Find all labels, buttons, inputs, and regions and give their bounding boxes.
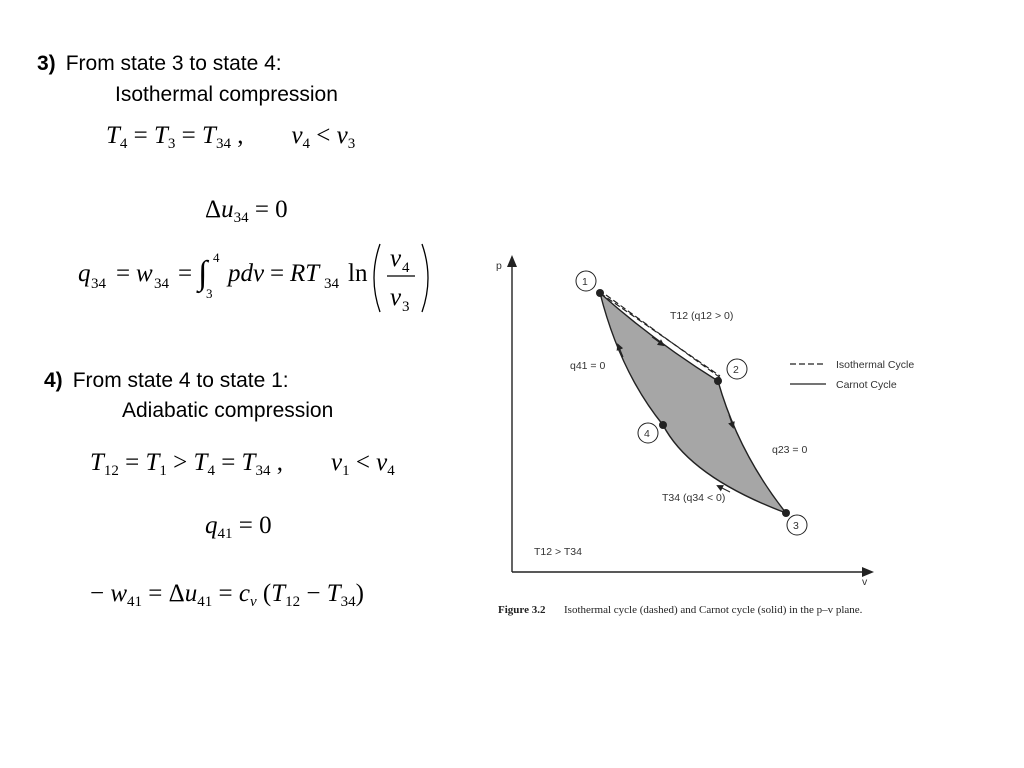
- state-3-label: 3: [793, 520, 799, 532]
- label-q34: T34 (q34 < 0): [662, 492, 726, 504]
- p-axis-arrow-icon: [507, 255, 517, 267]
- state-2-point: [714, 377, 722, 385]
- section-4-title: From state 4 to state 1:: [72, 369, 289, 392]
- carnot-cycle-area: [600, 293, 786, 513]
- svg-text:34: 34: [91, 276, 106, 292]
- figure-pv-diagram: [460, 237, 1000, 630]
- svg-text:RT: RT: [290, 260, 320, 287]
- section-3-heading: [37, 52, 282, 76]
- equation-t12-t1-t4-t34: $T_{12} = T_1 > T_4 = T_{34}$ , $v_1 < v_4$: [90, 449, 395, 479]
- q34-integral-formula: [78, 240, 438, 320]
- section-3-number: 3): [37, 52, 56, 75]
- svg-text:4: 4: [213, 250, 220, 265]
- state-4-label: 4: [644, 428, 650, 440]
- section-4-number: 4): [44, 369, 63, 392]
- section-3-title: From state 3 to state 4:: [65, 52, 282, 75]
- pv-diagram-svg: [460, 237, 1000, 630]
- svg-text:3: 3: [206, 286, 213, 301]
- label-q41: q41 = 0: [570, 360, 606, 372]
- svg-text:=: =: [178, 260, 193, 287]
- svg-text:v: v: [390, 284, 402, 311]
- section-3-process: Isothermal compression: [115, 83, 338, 106]
- legend-carnot-label: Carnot Cycle: [836, 379, 897, 391]
- svg-text:v: v: [390, 245, 402, 272]
- v-axis-label: v: [862, 576, 868, 588]
- equation-q34-integral: [78, 240, 438, 320]
- svg-text:3: 3: [402, 299, 410, 315]
- section-4-heading: [44, 369, 289, 393]
- legend-isothermal-label: Isothermal Cycle: [836, 359, 915, 371]
- state-1-label: 1: [582, 276, 588, 288]
- state-4-point: [659, 421, 667, 429]
- svg-text:w: w: [136, 260, 153, 287]
- label-q23: q23 = 0: [772, 444, 808, 456]
- figure-caption-text: Isothermal cycle (dashed) and Carnot cycle (solid) in the p–v plane.: [564, 604, 863, 616]
- label-temperatures: T12 > T34: [534, 546, 582, 558]
- svg-text:34: 34: [154, 276, 169, 292]
- equation-delta-u34: $\Delta u_{34} = 0$: [205, 196, 288, 226]
- svg-text:=: =: [116, 260, 131, 287]
- svg-text:ln: ln: [348, 260, 368, 287]
- equation-t4-t3-t34: $T_4 = T_3 = T_{34}$ , $v_4 < v_3$: [106, 122, 356, 152]
- label-q12: T12 (q12 > 0): [670, 310, 734, 322]
- svg-text:=: =: [270, 260, 285, 287]
- state-3-point: [782, 509, 790, 517]
- equation-w41: − $w_{41} = \Delta u_{41} = c_v$ $(T_{12} - T_{34})$: [90, 580, 364, 610]
- svg-text:4: 4: [402, 260, 410, 276]
- svg-text:∫: ∫: [198, 255, 208, 292]
- section-4-process: Adiabatic compression: [122, 399, 334, 422]
- state-1-point: [596, 289, 604, 297]
- svg-text:pdv: pdv: [228, 260, 265, 287]
- state-2-label: 2: [733, 364, 739, 376]
- equation-q41: $q_{41} = 0$: [205, 512, 272, 542]
- svg-text:q: q: [78, 260, 91, 287]
- figure-caption-number: Figure 3.2: [498, 604, 546, 616]
- p-axis-label: p: [496, 260, 502, 272]
- svg-text:34: 34: [324, 276, 339, 292]
